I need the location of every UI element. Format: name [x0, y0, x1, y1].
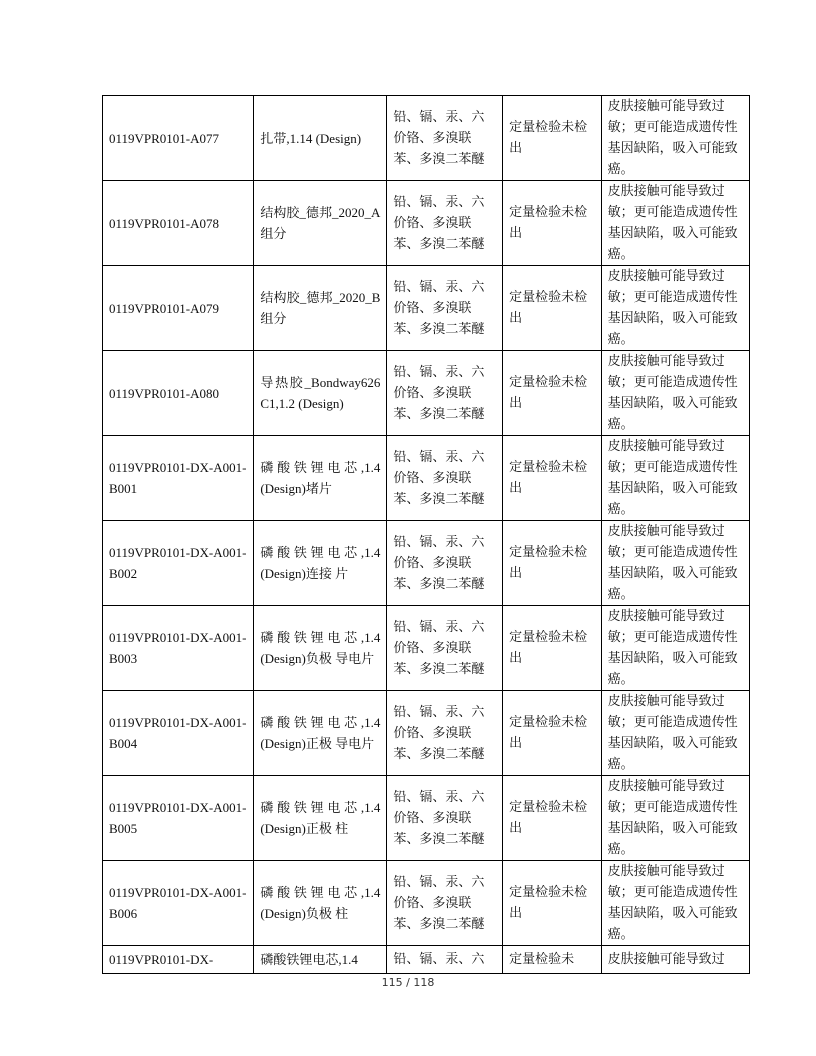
- substances-cell: 铅、镉、汞、六价铬、多溴联苯、多溴二苯醚: [387, 96, 503, 181]
- substances-cell: 铅、镉、汞、六: [387, 946, 503, 974]
- table-row: [103, 181, 750, 266]
- substances-cell: 铅、镉、汞、六价铬、多溴联苯、多溴二苯醚: [387, 606, 503, 691]
- part-id-cell: 0119VPR0101-A080: [103, 351, 254, 436]
- substances-cell: 铅、镉、汞、六价铬、多溴联苯、多溴二苯醚: [387, 691, 503, 776]
- part-id-cell: 0119VPR0101-DX-: [103, 946, 254, 974]
- risk-cell: 皮肤接触可能导致过敏；更可能造成遗传性基因缺陷，吸入可能致癌。: [601, 521, 749, 606]
- table-body: [103, 96, 750, 974]
- part-id-cell: 0119VPR0101-DX-A001-B002: [103, 521, 254, 606]
- result-cell: 定量检验未检出: [503, 861, 602, 946]
- result-cell: 定量检验未检出: [503, 606, 602, 691]
- substances-cell: 铅、镉、汞、六价铬、多溴联苯、多溴二苯醚: [387, 436, 503, 521]
- table-row: [103, 861, 750, 946]
- risk-cell: 皮肤接触可能导致过敏；更可能造成遗传性基因缺陷，吸入可能致癌。: [601, 776, 749, 861]
- part-name-cell: 结构胶_德邦_2020_A 组分: [254, 181, 387, 266]
- table-row: [103, 691, 750, 776]
- result-cell: 定量检验未: [503, 946, 602, 974]
- result-cell: 定量检验未检出: [503, 96, 602, 181]
- risk-cell: 皮肤接触可能导致过敏；更可能造成遗传性基因缺陷，吸入可能致癌。: [601, 691, 749, 776]
- part-name-cell: 磷酸铁锂电芯,1.4 (Design)正极 导电片: [254, 691, 387, 776]
- part-id-cell: 0119VPR0101-A077: [103, 96, 254, 181]
- risk-cell: 皮肤接触可能导致过敏；更可能造成遗传性基因缺陷，吸入可能致癌。: [601, 96, 749, 181]
- substances-cell: 铅、镉、汞、六价铬、多溴联苯、多溴二苯醚: [387, 861, 503, 946]
- part-id-cell: 0119VPR0101-DX-A001-B003: [103, 606, 254, 691]
- table-row: [103, 436, 750, 521]
- table-row: [103, 351, 750, 436]
- substances-cell: 铅、镉、汞、六价铬、多溴联苯、多溴二苯醚: [387, 266, 503, 351]
- risk-cell: 皮肤接触可能导致过敏；更可能造成遗传性基因缺陷，吸入可能致癌。: [601, 861, 749, 946]
- table-row: [103, 96, 750, 181]
- part-name-cell: 磷酸铁锂电芯,1.4: [254, 946, 387, 974]
- table-row: [103, 606, 750, 691]
- substances-cell: 铅、镉、汞、六价铬、多溴联苯、多溴二苯醚: [387, 521, 503, 606]
- table-row-partial: [103, 946, 750, 974]
- part-name-cell: 磷酸铁锂电芯,1.4 (Design)堵片: [254, 436, 387, 521]
- part-id-cell: 0119VPR0101-DX-A001-B001: [103, 436, 254, 521]
- substances-cell: 铅、镉、汞、六价铬、多溴联苯、多溴二苯醚: [387, 776, 503, 861]
- substances-cell: 铅、镉、汞、六价铬、多溴联苯、多溴二苯醚: [387, 351, 503, 436]
- part-name-cell: 磷酸铁锂电芯,1.4 (Design)连接 片: [254, 521, 387, 606]
- risk-cell: 皮肤接触可能导致过: [601, 946, 749, 974]
- table-row: [103, 776, 750, 861]
- risk-cell: 皮肤接触可能导致过敏；更可能造成遗传性基因缺陷，吸入可能致癌。: [601, 351, 749, 436]
- part-id-cell: 0119VPR0101-DX-A001-B004: [103, 691, 254, 776]
- part-name-cell: 磷酸铁锂电芯,1.4 (Design)负极 柱: [254, 861, 387, 946]
- part-name-cell: 结构胶_德邦_2020_B 组分: [254, 266, 387, 351]
- part-name-cell: 导热胶_Bondway626 C1,1.2 (Design): [254, 351, 387, 436]
- risk-cell: 皮肤接触可能导致过敏；更可能造成遗传性基因缺陷，吸入可能致癌。: [601, 436, 749, 521]
- risk-cell: 皮肤接触可能导致过敏；更可能造成遗传性基因缺陷，吸入可能致癌。: [601, 181, 749, 266]
- substances-cell: 铅、镉、汞、六价铬、多溴联苯、多溴二苯醚: [387, 181, 503, 266]
- substance-table: [102, 95, 750, 974]
- result-cell: 定量检验未检出: [503, 351, 602, 436]
- risk-cell: 皮肤接触可能导致过敏；更可能造成遗传性基因缺陷，吸入可能致癌。: [601, 606, 749, 691]
- result-cell: 定量检验未检出: [503, 436, 602, 521]
- table-row: [103, 266, 750, 351]
- result-cell: 定量检验未检出: [503, 181, 602, 266]
- risk-cell: 皮肤接触可能导致过敏；更可能造成遗传性基因缺陷，吸入可能致癌。: [601, 266, 749, 351]
- result-cell: 定量检验未检出: [503, 691, 602, 776]
- part-id-cell: 0119VPR0101-A079: [103, 266, 254, 351]
- part-name-cell: 磷酸铁锂电芯,1.4 (Design)正极 柱: [254, 776, 387, 861]
- part-name-cell: 扎带,1.14 (Design): [254, 96, 387, 181]
- page-number: 115 / 118: [381, 976, 435, 989]
- part-name-cell: 磷酸铁锂电芯,1.4 (Design)负极 导电片: [254, 606, 387, 691]
- part-id-cell: 0119VPR0101-DX-A001-B006: [103, 861, 254, 946]
- table-row: [103, 521, 750, 606]
- result-cell: 定量检验未检出: [503, 266, 602, 351]
- result-cell: 定量检验未检出: [503, 521, 602, 606]
- part-id-cell: 0119VPR0101-DX-A001-B005: [103, 776, 254, 861]
- result-cell: 定量检验未检出: [503, 776, 602, 861]
- part-id-cell: 0119VPR0101-A078: [103, 181, 254, 266]
